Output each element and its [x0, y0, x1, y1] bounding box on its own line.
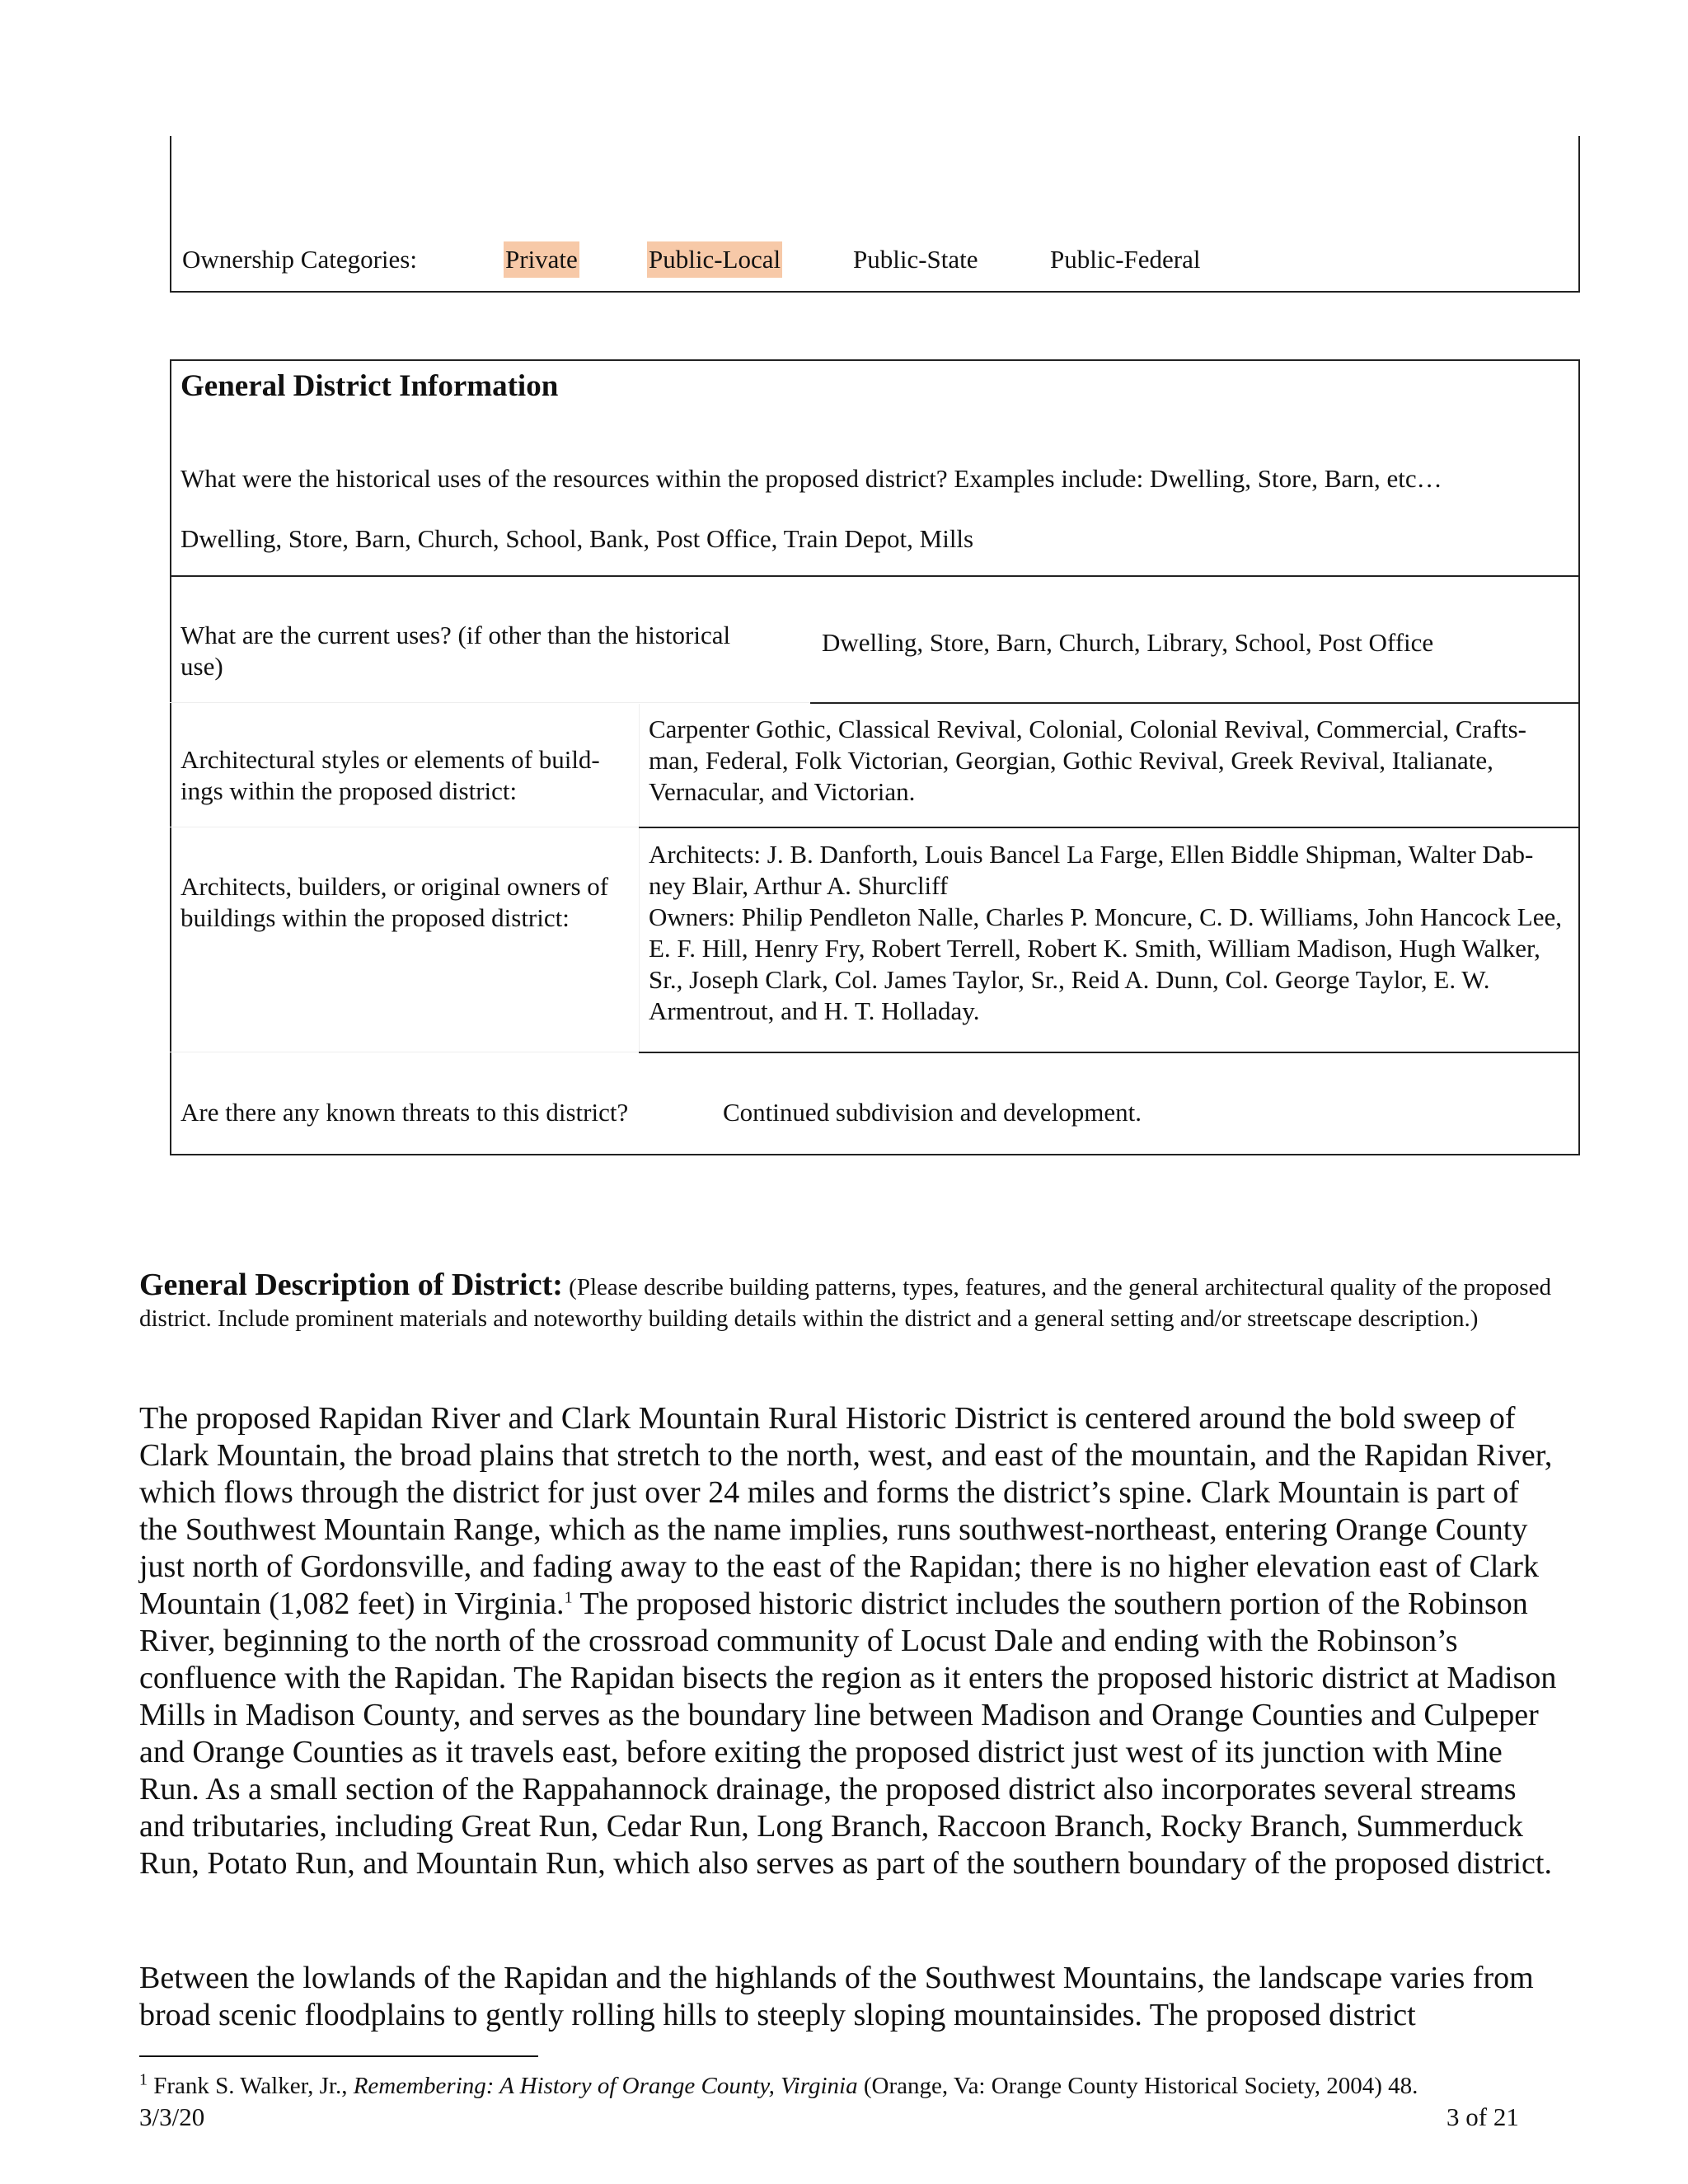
historical-uses-question: What were the historical uses of the resources within the proposed district? Examples include: Dwelling, Store, Barn, etc…: [181, 464, 1442, 493]
current-uses-answer[interactable]: Dwelling, Store, Barn, Church, Library, School, Post Office: [822, 628, 1434, 657]
description-paragraph-1[interactable]: [139, 1400, 1557, 1882]
footnote-separator: [139, 2055, 538, 2057]
footnote-number: 1: [139, 2070, 148, 2089]
row-divider-faint: [170, 702, 810, 703]
footer-date: 3/3/20: [139, 2102, 205, 2131]
description-paragraph-2[interactable]: Between the lowlands of the Rapidan and the highlands of the Southwest Mountains, the landscape varies from broad scenic floodplains to gently rolling hills to steeply sloping mountainsides. The proposed district: [139, 1961, 1534, 2032]
styles-question: Architectural styles or elements of build-ings within the proposed district:: [181, 745, 600, 805]
description-instructions: (Please describe building patterns, types, features, and the general architectural quality of the proposed district. Include prominent materials and noteworthy building details within the district and a general setting and/or streetscape description.): [139, 1274, 1551, 1332]
architects-answer[interactable]: Architects: J. B. Danforth, Louis Bancel La Farge, Ellen Biddle Shipman, Walter Dab-ney Blair, Arthur A. Shurcliff: [649, 840, 1534, 900]
footnote-publication: (Orange, Va: Orange County Historical Society, 2004) 48.: [857, 2073, 1418, 2099]
description-heading-block: [139, 1269, 1557, 1334]
owners-answer[interactable]: Owners: Philip Pendleton Nalle, Charles P. Moncure, C. D. Williams, John Hancock Lee, E. F. Hill, Henry Fry, Robert Terrell, Robert K. Smith, William Madison, Hugh Walker, Sr., Joseph Clark, Col. James Taylor, Sr., Reid A. Dunn, Col. George Taylor, E. W. Armentrout, and H. T. Holladay.: [649, 902, 1562, 1025]
row-divider: [810, 702, 1580, 704]
threats-answer[interactable]: Continued subdivision and development.: [723, 1098, 1142, 1127]
styles-answer[interactable]: Carpenter Gothic, Classical Revival, Colonial, Colonial Revival, Commercial, Crafts-man, Federal, Folk Victorian, Georgian, Gothic Revival, Greek Revival, Italianate, Vernacular, and Victorian.: [649, 715, 1526, 806]
ownership-option-public-state[interactable]: Public-State: [853, 245, 978, 274]
footnote-reference: 1: [564, 1588, 573, 1607]
threats-question: Are there any known threats to this district?: [181, 1098, 629, 1127]
historical-uses-answer[interactable]: Dwelling, Store, Barn, Church, School, Bank, Post Office, Train Depot, Mills: [181, 524, 974, 553]
current-uses-question: What are the current uses? (if other than the historical use): [181, 621, 731, 681]
footer-page-number: 3 of 21: [1447, 2102, 1519, 2131]
row-divider: [639, 1052, 1580, 1053]
footnote: [139, 2070, 1590, 2102]
footnote-author: Frank S. Walker, Jr.,: [148, 2073, 354, 2099]
architects-question: Architects, builders, or original owners of buildings within the proposed district:: [181, 872, 609, 932]
paragraph-1-part-a: The proposed Rapidan River and Clark Mountain Rural Historic District is centered around the bold sweep of Clark Mountain, the broad plains that stretch to the north, west, and east of the mountain, and the Rapidan River, which flows through the district for just over 24 miles and forms the district’s spine. Clark Mountain is part of the Southwest Mountain Range, which as the name implies, runs southwest-northeast, entering Orange County just north of Gordonsville, and fading away to the east of the Rapidan; there is no higher elevation east of Clark Mountain (1,082 feet) in Virginia.: [139, 1401, 1553, 1621]
footnote-title: Remembering: A History of Orange County, Virginia: [353, 2073, 858, 2099]
paragraph-1-part-b: The proposed historic district includes the southern portion of the Robinson River, beginning to the north of the crossroad community of Locust Dale and ending with the Robinson’s confluence with the Rapidan. The Rapidan bisects the region as it enters the proposed historic district at Madison Mills in Madison County, and serves as the boundary line between Madison and Orange Counties and Culpeper and Orange Counties as it travels east, before exiting the proposed district just west of its junction with Mine Run. As a small section of the Rappahannock drainage, the proposed district also incorporates several streams and tributaries, including Great Run, Cedar Run, Long Branch, Raccoon Branch, Rocky Branch, Summerduck Run, Potato Run, and Mountain Run, which also serves as part of the southern boundary of the proposed district.: [139, 1586, 1557, 1881]
description-heading: General Description of District:: [139, 1268, 563, 1302]
row-divider: [170, 575, 1580, 577]
ownership-option-public-local[interactable]: Public-Local: [647, 241, 782, 278]
ownership-option-public-federal[interactable]: Public-Federal: [1050, 245, 1201, 274]
ownership-label: Ownership Categories:: [182, 245, 417, 274]
row-divider: [639, 827, 1580, 828]
ownership-option-private[interactable]: Private: [504, 241, 579, 278]
general-info-title: General District Information: [181, 369, 559, 403]
column-divider-faint: [639, 704, 640, 1052]
